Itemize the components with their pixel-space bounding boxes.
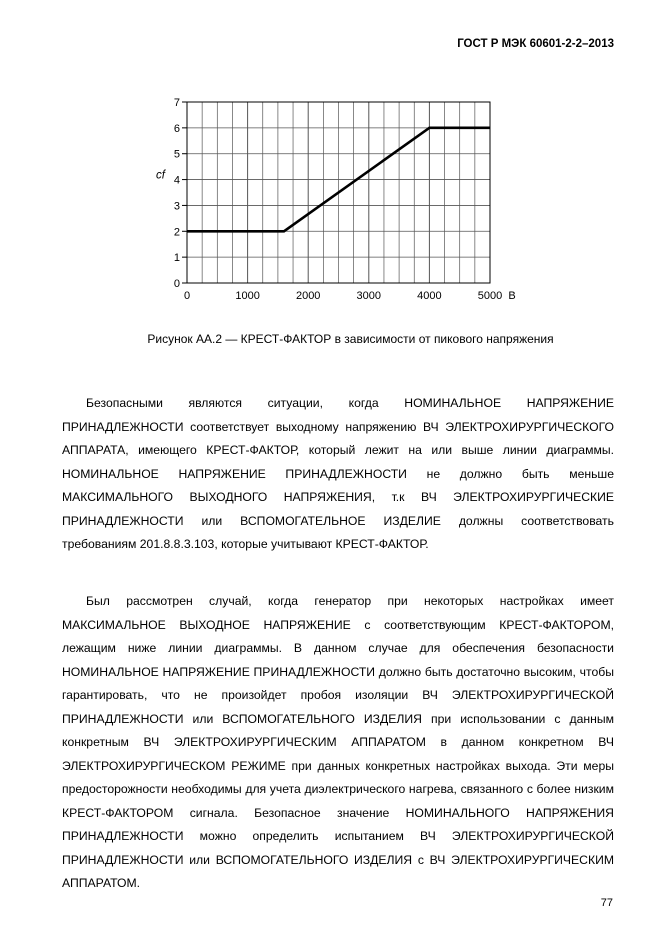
y-tick-label: 7 — [173, 97, 180, 109]
x-tick-label: 1000 — [235, 290, 260, 302]
y-tick-label: 1 — [173, 252, 180, 265]
x-tick-label: 0 — [183, 290, 191, 302]
y-axis-label: cf — [156, 169, 165, 182]
y-tick-label: 5 — [173, 148, 180, 161]
x-tick-label: 2000 — [295, 290, 321, 302]
figure-caption: Рисунок АА.2 — КРЕСТ-ФАКТОР в зависимости от пикового напряжения — [147, 332, 554, 346]
paragraph-1: Безопасными являются ситуации, когда НОМИНАЛЬНОЕ НАПРЯЖЕНИЕ ПРИНАДЛЕЖНОСТИ соответствует выходному напряжению ВЧ ЭЛЕКТРОХИРУРГИЧЕСКОГО АППАРАТА, имеющего КРЕСТ-ФАКТОР, который лежит на или выше линии диаграммы. НОМИНАЛЬНОЕ НАПРЯЖЕНИЕ ПРИНАДЛЕЖНОСТИ не должно быть меньше МАКСИМАЛЬНОГО ВЫХОДНОГО НАПРЯЖЕНИЯ, т.к ВЧ ЭЛЕКТРОХИРУРГИЧЕСКИЕ ПРИНАДЛЕЖНОСТИ или ВСПОМОГАТЕЛЬНОЕ ИЗДЕЛИЕ должны соответствовать требованиям 201.8.8.3.103, которые учитывают КРЕСТ-ФАКТОР. — [62, 396, 614, 551]
page-number: 77 — [600, 897, 613, 909]
x-tick-label: 4000 — [417, 290, 442, 302]
crest-factor-chart — [150, 95, 516, 307]
y-tick-label: 4 — [173, 174, 180, 187]
y-tick-label: 2 — [173, 226, 180, 239]
y-tick-label: 0 — [173, 278, 180, 290]
x-axis-label: В — [508, 290, 516, 302]
y-tick-label: 6 — [173, 122, 180, 135]
document-header: ГОСТ Р МЭК 60601-2-2–2013 — [457, 38, 614, 50]
x-tick-label: 5000 — [477, 290, 503, 302]
paragraph-2: Был рассмотрен случай, когда генератор при некоторых настройках имеет МАКСИМАЛЬНОЕ ВЫХОДНОЕ НАПРЯЖЕНИЕ с соответствующим КРЕСТ-ФАКТОРОМ, лежащим ниже линии диаграммы. В данном случае для обеспечения безопасности НОМИНАЛЬНОЕ НАПРЯЖЕНИЕ ПРИНАДЛЕЖНОСТИ должно быть достаточно высоким, чтобы гарантировать, что не произойдет пробоя изоляции ВЧ ЭЛЕКТРОХИРУРГИЧЕСКОЙ ПРИНАДЛЕЖНОСТИ или ВСПОМОГАТЕЛЬНОГО ИЗДЕЛИЯ при использовании с данным конкретным ВЧ ЭЛЕКТРОХИРУРГИЧЕСКИМ АППАРАТОМ в данном конкретном ВЧ ЭЛЕКТРОХИРУРГИЧЕСКОМ РЕЖИМЕ при данных конкретных настройках выхода. Эти меры предосторожности необходимы для учета диэлектрического нагрева, связанного с более низким КРЕСТ-ФАКТОРОМ сигнала. Безопасное значение НОМИНАЛЬНОГО НАПРЯЖЕНИЯ ПРИНАДЛЕЖНОСТИ можно определить испытанием ВЧ ЭЛЕКТРОХИРУРГИЧЕСКОЙ ПРИНАДЛЕЖНОСТИ или ВСПОМОГАТЕЛЬНОГО ИЗДЕЛИЯ с ВЧ ЭЛЕКТРОХИРУРГИЧЕСКИМ АППАРАТОМ. — [62, 594, 614, 890]
y-tick-label: 3 — [173, 200, 180, 213]
x-tick-label: 3000 — [356, 290, 382, 302]
